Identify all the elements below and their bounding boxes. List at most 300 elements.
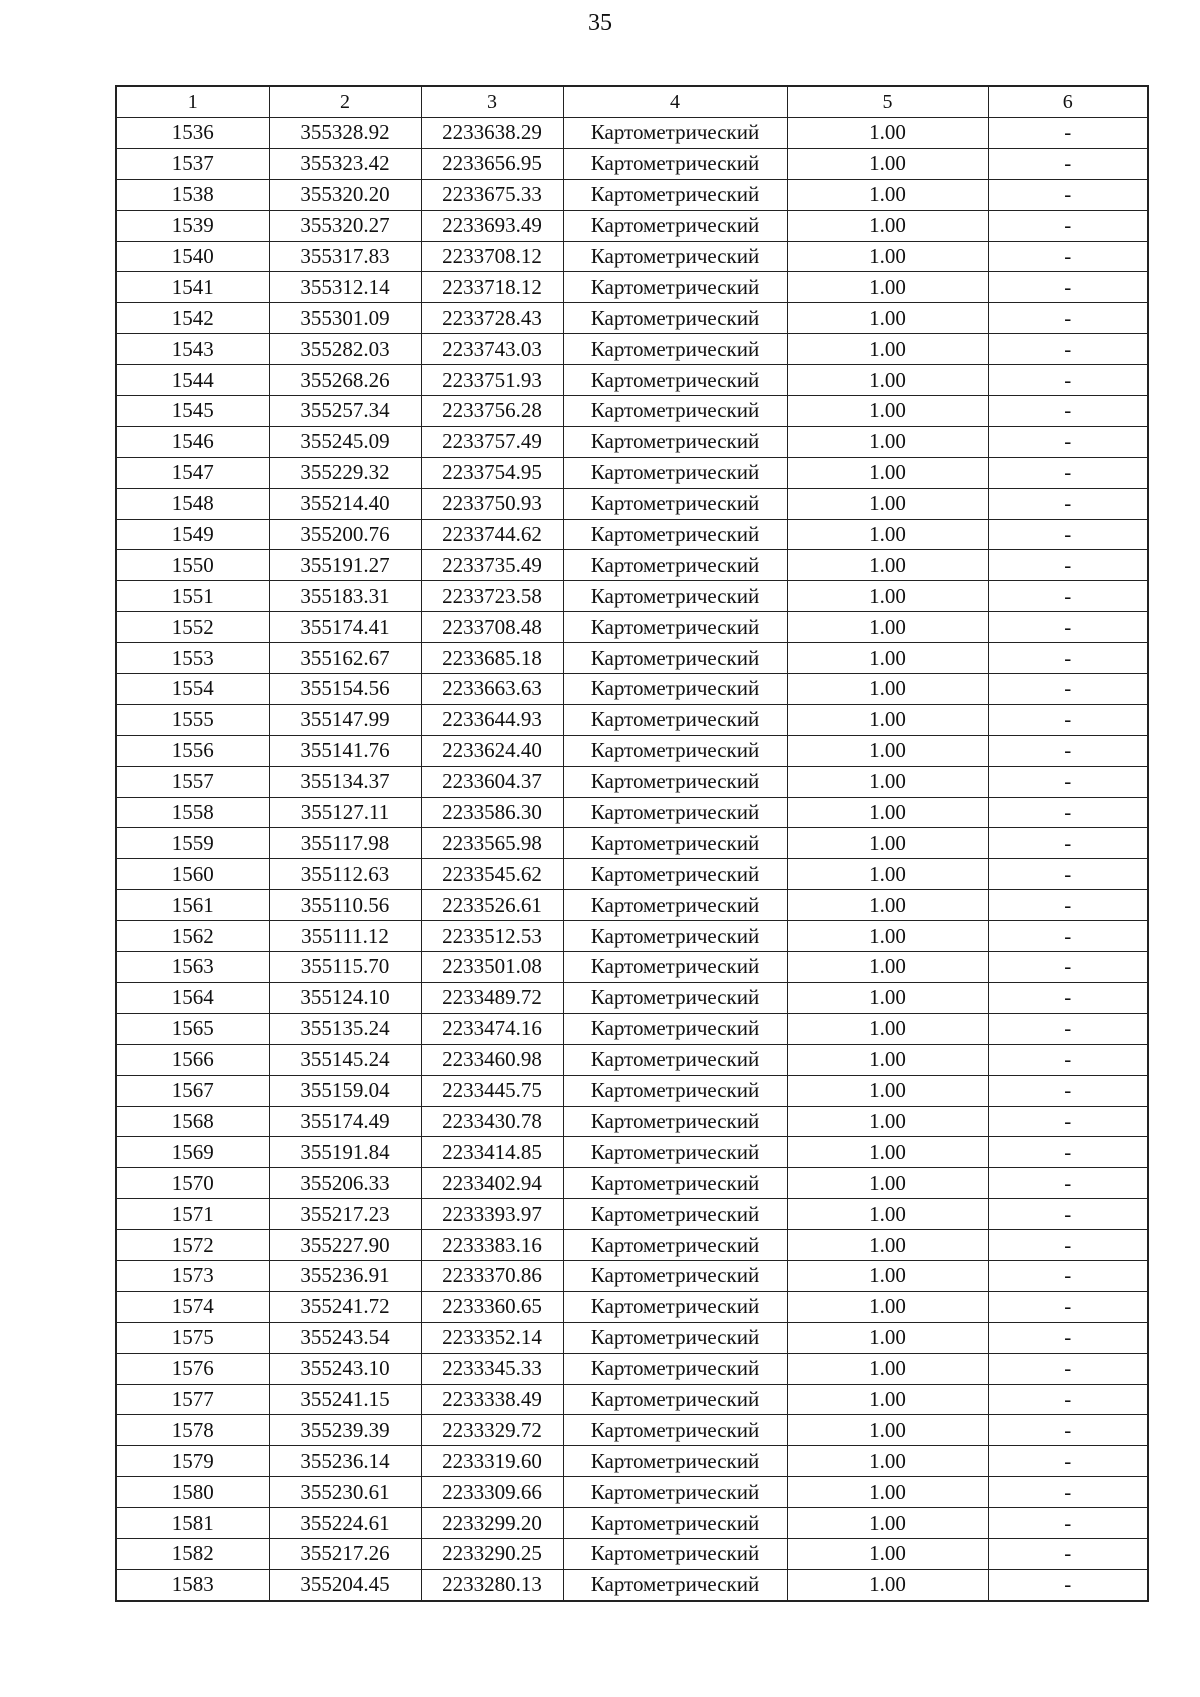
x-coordinate-cell: 355217.23 bbox=[269, 1199, 421, 1230]
note-cell: - bbox=[988, 1353, 1148, 1384]
table-header bbox=[116, 86, 1148, 118]
precision-cell: 1.00 bbox=[787, 396, 988, 427]
point-number-cell: 1575 bbox=[116, 1322, 269, 1353]
point-number-cell: 1569 bbox=[116, 1137, 269, 1168]
precision-cell: 1.00 bbox=[787, 1415, 988, 1446]
point-number-cell: 1545 bbox=[116, 396, 269, 427]
note-cell: - bbox=[988, 1075, 1148, 1106]
point-number-cell: 1581 bbox=[116, 1508, 269, 1539]
note-cell: - bbox=[988, 210, 1148, 241]
y-coordinate-cell: 2233489.72 bbox=[421, 982, 563, 1013]
method-cell: Картометрический bbox=[563, 1446, 787, 1477]
precision-cell: 1.00 bbox=[787, 334, 988, 365]
table-row bbox=[116, 148, 1148, 179]
x-coordinate-cell: 355145.24 bbox=[269, 1044, 421, 1075]
method-cell: Картометрический bbox=[563, 1260, 787, 1291]
note-cell: - bbox=[988, 1477, 1148, 1508]
table-row bbox=[116, 612, 1148, 643]
y-coordinate-cell: 2233345.33 bbox=[421, 1353, 563, 1384]
note-cell: - bbox=[988, 1013, 1148, 1044]
x-coordinate-cell: 355111.12 bbox=[269, 921, 421, 952]
precision-cell: 1.00 bbox=[787, 426, 988, 457]
y-coordinate-cell: 2233735.49 bbox=[421, 550, 563, 581]
point-number-cell: 1552 bbox=[116, 612, 269, 643]
x-coordinate-cell: 355141.76 bbox=[269, 735, 421, 766]
point-number-cell: 1580 bbox=[116, 1477, 269, 1508]
y-coordinate-cell: 2233352.14 bbox=[421, 1322, 563, 1353]
method-cell: Картометрический bbox=[563, 1075, 787, 1106]
note-cell: - bbox=[988, 1168, 1148, 1199]
y-coordinate-cell: 2233338.49 bbox=[421, 1384, 563, 1415]
note-cell: - bbox=[988, 1322, 1148, 1353]
y-coordinate-cell: 2233624.40 bbox=[421, 735, 563, 766]
precision-cell: 1.00 bbox=[787, 272, 988, 303]
y-coordinate-cell: 2233460.98 bbox=[421, 1044, 563, 1075]
column-header-2: 2 bbox=[269, 86, 421, 118]
precision-cell: 1.00 bbox=[787, 1260, 988, 1291]
note-cell: - bbox=[988, 396, 1148, 427]
y-coordinate-cell: 2233329.72 bbox=[421, 1415, 563, 1446]
x-coordinate-cell: 355320.20 bbox=[269, 179, 421, 210]
y-coordinate-cell: 2233383.16 bbox=[421, 1230, 563, 1261]
x-coordinate-cell: 355217.26 bbox=[269, 1538, 421, 1569]
precision-cell: 1.00 bbox=[787, 921, 988, 952]
precision-cell: 1.00 bbox=[787, 303, 988, 334]
y-coordinate-cell: 2233693.49 bbox=[421, 210, 563, 241]
point-number-cell: 1559 bbox=[116, 828, 269, 859]
y-coordinate-cell: 2233757.49 bbox=[421, 426, 563, 457]
method-cell: Картометрический bbox=[563, 1137, 787, 1168]
precision-cell: 1.00 bbox=[787, 1291, 988, 1322]
method-cell: Картометрический bbox=[563, 1538, 787, 1569]
point-number-cell: 1542 bbox=[116, 303, 269, 334]
x-coordinate-cell: 355214.40 bbox=[269, 488, 421, 519]
method-cell: Картометрический bbox=[563, 550, 787, 581]
y-coordinate-cell: 2233474.16 bbox=[421, 1013, 563, 1044]
method-cell: Картометрический bbox=[563, 704, 787, 735]
table-row bbox=[116, 303, 1148, 334]
y-coordinate-cell: 2233402.94 bbox=[421, 1168, 563, 1199]
method-cell: Картометрический bbox=[563, 674, 787, 705]
table-row bbox=[116, 241, 1148, 272]
y-coordinate-cell: 2233685.18 bbox=[421, 643, 563, 674]
point-number-cell: 1538 bbox=[116, 179, 269, 210]
point-number-cell: 1576 bbox=[116, 1353, 269, 1384]
point-number-cell: 1550 bbox=[116, 550, 269, 581]
note-cell: - bbox=[988, 674, 1148, 705]
table-row bbox=[116, 1013, 1148, 1044]
table-row bbox=[116, 581, 1148, 612]
precision-cell: 1.00 bbox=[787, 1137, 988, 1168]
point-number-cell: 1557 bbox=[116, 766, 269, 797]
x-coordinate-cell: 355245.09 bbox=[269, 426, 421, 457]
point-number-cell: 1561 bbox=[116, 890, 269, 921]
y-coordinate-cell: 2233756.28 bbox=[421, 396, 563, 427]
table-row bbox=[116, 118, 1148, 149]
y-coordinate-cell: 2233445.75 bbox=[421, 1075, 563, 1106]
page-number: 35 bbox=[588, 10, 612, 36]
column-header-6: 6 bbox=[988, 86, 1148, 118]
column-header-4: 4 bbox=[563, 86, 787, 118]
table-row bbox=[116, 674, 1148, 705]
method-cell: Картометрический bbox=[563, 179, 787, 210]
note-cell: - bbox=[988, 1384, 1148, 1415]
precision-cell: 1.00 bbox=[787, 148, 988, 179]
x-coordinate-cell: 355183.31 bbox=[269, 581, 421, 612]
table-row bbox=[116, 982, 1148, 1013]
table-row bbox=[116, 921, 1148, 952]
table-row bbox=[116, 643, 1148, 674]
precision-cell: 1.00 bbox=[787, 1230, 988, 1261]
precision-cell: 1.00 bbox=[787, 735, 988, 766]
y-coordinate-cell: 2233718.12 bbox=[421, 272, 563, 303]
point-number-cell: 1567 bbox=[116, 1075, 269, 1106]
note-cell: - bbox=[988, 612, 1148, 643]
point-number-cell: 1541 bbox=[116, 272, 269, 303]
point-number-cell: 1548 bbox=[116, 488, 269, 519]
point-number-cell: 1579 bbox=[116, 1446, 269, 1477]
x-coordinate-cell: 355229.32 bbox=[269, 457, 421, 488]
point-number-cell: 1572 bbox=[116, 1230, 269, 1261]
method-cell: Картометрический bbox=[563, 1415, 787, 1446]
point-number-cell: 1540 bbox=[116, 241, 269, 272]
table-row bbox=[116, 1569, 1148, 1600]
table-row bbox=[116, 1446, 1148, 1477]
method-cell: Картометрический bbox=[563, 457, 787, 488]
note-cell: - bbox=[988, 241, 1148, 272]
y-coordinate-cell: 2233309.66 bbox=[421, 1477, 563, 1508]
note-cell: - bbox=[988, 1291, 1148, 1322]
note-cell: - bbox=[988, 921, 1148, 952]
x-coordinate-cell: 355174.49 bbox=[269, 1106, 421, 1137]
table-row bbox=[116, 1168, 1148, 1199]
table-row bbox=[116, 1477, 1148, 1508]
point-number-cell: 1563 bbox=[116, 952, 269, 983]
precision-cell: 1.00 bbox=[787, 1569, 988, 1600]
method-cell: Картометрический bbox=[563, 766, 787, 797]
precision-cell: 1.00 bbox=[787, 118, 988, 149]
method-cell: Картометрический bbox=[563, 118, 787, 149]
y-coordinate-cell: 2233638.29 bbox=[421, 118, 563, 149]
note-cell: - bbox=[988, 1569, 1148, 1600]
method-cell: Картометрический bbox=[563, 303, 787, 334]
y-coordinate-cell: 2233290.25 bbox=[421, 1538, 563, 1569]
precision-cell: 1.00 bbox=[787, 1322, 988, 1353]
x-coordinate-cell: 355268.26 bbox=[269, 365, 421, 396]
table-row bbox=[116, 179, 1148, 210]
column-header-5: 5 bbox=[787, 86, 988, 118]
table-row bbox=[116, 1538, 1148, 1569]
precision-cell: 1.00 bbox=[787, 890, 988, 921]
note-cell: - bbox=[988, 1199, 1148, 1230]
precision-cell: 1.00 bbox=[787, 457, 988, 488]
table-row bbox=[116, 550, 1148, 581]
point-number-cell: 1568 bbox=[116, 1106, 269, 1137]
note-cell: - bbox=[988, 1508, 1148, 1539]
note-cell: - bbox=[988, 179, 1148, 210]
method-cell: Картометрический bbox=[563, 1199, 787, 1230]
y-coordinate-cell: 2233512.53 bbox=[421, 921, 563, 952]
y-coordinate-cell: 2233751.93 bbox=[421, 365, 563, 396]
precision-cell: 1.00 bbox=[787, 674, 988, 705]
y-coordinate-cell: 2233565.98 bbox=[421, 828, 563, 859]
x-coordinate-cell: 355323.42 bbox=[269, 148, 421, 179]
y-coordinate-cell: 2233604.37 bbox=[421, 766, 563, 797]
x-coordinate-cell: 355112.63 bbox=[269, 859, 421, 890]
precision-cell: 1.00 bbox=[787, 1446, 988, 1477]
note-cell: - bbox=[988, 1260, 1148, 1291]
point-number-cell: 1551 bbox=[116, 581, 269, 612]
x-coordinate-cell: 355243.10 bbox=[269, 1353, 421, 1384]
y-coordinate-cell: 2233708.48 bbox=[421, 612, 563, 643]
method-cell: Картометрический bbox=[563, 1230, 787, 1261]
table-row bbox=[116, 1075, 1148, 1106]
note-cell: - bbox=[988, 1044, 1148, 1075]
method-cell: Картометрический bbox=[563, 1384, 787, 1415]
point-number-cell: 1578 bbox=[116, 1415, 269, 1446]
x-coordinate-cell: 355206.33 bbox=[269, 1168, 421, 1199]
precision-cell: 1.00 bbox=[787, 1168, 988, 1199]
precision-cell: 1.00 bbox=[787, 1199, 988, 1230]
note-cell: - bbox=[988, 118, 1148, 149]
note-cell: - bbox=[988, 1538, 1148, 1569]
method-cell: Картометрический bbox=[563, 1353, 787, 1384]
y-coordinate-cell: 2233663.63 bbox=[421, 674, 563, 705]
precision-cell: 1.00 bbox=[787, 1106, 988, 1137]
table-row bbox=[116, 1353, 1148, 1384]
precision-cell: 1.00 bbox=[787, 1353, 988, 1384]
y-coordinate-cell: 2233430.78 bbox=[421, 1106, 563, 1137]
y-coordinate-cell: 2233319.60 bbox=[421, 1446, 563, 1477]
precision-cell: 1.00 bbox=[787, 241, 988, 272]
x-coordinate-cell: 355134.37 bbox=[269, 766, 421, 797]
point-number-cell: 1546 bbox=[116, 426, 269, 457]
y-coordinate-cell: 2233656.95 bbox=[421, 148, 563, 179]
table-row bbox=[116, 890, 1148, 921]
precision-cell: 1.00 bbox=[787, 1384, 988, 1415]
method-cell: Картометрический bbox=[563, 1291, 787, 1322]
point-number-cell: 1583 bbox=[116, 1569, 269, 1600]
note-cell: - bbox=[988, 890, 1148, 921]
point-number-cell: 1556 bbox=[116, 735, 269, 766]
note-cell: - bbox=[988, 488, 1148, 519]
y-coordinate-cell: 2233754.95 bbox=[421, 457, 563, 488]
x-coordinate-cell: 355162.67 bbox=[269, 643, 421, 674]
y-coordinate-cell: 2233526.61 bbox=[421, 890, 563, 921]
x-coordinate-cell: 355224.61 bbox=[269, 1508, 421, 1539]
y-coordinate-cell: 2233644.93 bbox=[421, 704, 563, 735]
precision-cell: 1.00 bbox=[787, 550, 988, 581]
method-cell: Картометрический bbox=[563, 519, 787, 550]
table-row bbox=[116, 1260, 1148, 1291]
point-number-cell: 1574 bbox=[116, 1291, 269, 1322]
note-cell: - bbox=[988, 457, 1148, 488]
table-row bbox=[116, 426, 1148, 457]
method-cell: Картометрический bbox=[563, 921, 787, 952]
table-row bbox=[116, 1384, 1148, 1415]
table-row bbox=[116, 519, 1148, 550]
point-number-cell: 1573 bbox=[116, 1260, 269, 1291]
y-coordinate-cell: 2233280.13 bbox=[421, 1569, 563, 1600]
x-coordinate-cell: 355282.03 bbox=[269, 334, 421, 365]
method-cell: Картометрический bbox=[563, 334, 787, 365]
method-cell: Картометрический bbox=[563, 828, 787, 859]
precision-cell: 1.00 bbox=[787, 1477, 988, 1508]
x-coordinate-cell: 355174.41 bbox=[269, 612, 421, 643]
point-number-cell: 1564 bbox=[116, 982, 269, 1013]
x-coordinate-cell: 355257.34 bbox=[269, 396, 421, 427]
point-number-cell: 1544 bbox=[116, 365, 269, 396]
note-cell: - bbox=[988, 519, 1148, 550]
table-body bbox=[116, 118, 1148, 1601]
x-coordinate-cell: 355191.84 bbox=[269, 1137, 421, 1168]
column-header-3: 3 bbox=[421, 86, 563, 118]
table-row bbox=[116, 797, 1148, 828]
table-row bbox=[116, 272, 1148, 303]
point-number-cell: 1539 bbox=[116, 210, 269, 241]
precision-cell: 1.00 bbox=[787, 488, 988, 519]
x-coordinate-cell: 355135.24 bbox=[269, 1013, 421, 1044]
note-cell: - bbox=[988, 704, 1148, 735]
point-number-cell: 1547 bbox=[116, 457, 269, 488]
note-cell: - bbox=[988, 766, 1148, 797]
precision-cell: 1.00 bbox=[787, 1508, 988, 1539]
table-row bbox=[116, 210, 1148, 241]
note-cell: - bbox=[988, 303, 1148, 334]
point-number-cell: 1565 bbox=[116, 1013, 269, 1044]
method-cell: Картометрический bbox=[563, 581, 787, 612]
precision-cell: 1.00 bbox=[787, 797, 988, 828]
y-coordinate-cell: 2233299.20 bbox=[421, 1508, 563, 1539]
method-cell: Картометрический bbox=[563, 612, 787, 643]
method-cell: Картометрический bbox=[563, 890, 787, 921]
method-cell: Картометрический bbox=[563, 1477, 787, 1508]
note-cell: - bbox=[988, 1137, 1148, 1168]
y-coordinate-cell: 2233743.03 bbox=[421, 334, 563, 365]
method-cell: Картометрический bbox=[563, 859, 787, 890]
x-coordinate-cell: 355154.56 bbox=[269, 674, 421, 705]
table-row bbox=[116, 1508, 1148, 1539]
precision-cell: 1.00 bbox=[787, 1075, 988, 1106]
method-cell: Картометрический bbox=[563, 797, 787, 828]
table-row bbox=[116, 859, 1148, 890]
x-coordinate-cell: 355191.27 bbox=[269, 550, 421, 581]
precision-cell: 1.00 bbox=[787, 859, 988, 890]
point-number-cell: 1562 bbox=[116, 921, 269, 952]
note-cell: - bbox=[988, 1106, 1148, 1137]
note-cell: - bbox=[988, 982, 1148, 1013]
y-coordinate-cell: 2233675.33 bbox=[421, 179, 563, 210]
precision-cell: 1.00 bbox=[787, 519, 988, 550]
method-cell: Картометрический bbox=[563, 1508, 787, 1539]
y-coordinate-cell: 2233545.62 bbox=[421, 859, 563, 890]
precision-cell: 1.00 bbox=[787, 1013, 988, 1044]
note-cell: - bbox=[988, 1415, 1148, 1446]
point-number-cell: 1566 bbox=[116, 1044, 269, 1075]
method-cell: Картометрический bbox=[563, 643, 787, 674]
precision-cell: 1.00 bbox=[787, 704, 988, 735]
point-number-cell: 1571 bbox=[116, 1199, 269, 1230]
x-coordinate-cell: 355236.14 bbox=[269, 1446, 421, 1477]
precision-cell: 1.00 bbox=[787, 581, 988, 612]
note-cell: - bbox=[988, 550, 1148, 581]
note-cell: - bbox=[988, 426, 1148, 457]
point-number-cell: 1553 bbox=[116, 643, 269, 674]
method-cell: Картометрический bbox=[563, 1044, 787, 1075]
note-cell: - bbox=[988, 643, 1148, 674]
note-cell: - bbox=[988, 272, 1148, 303]
method-cell: Картометрический bbox=[563, 1106, 787, 1137]
table-row bbox=[116, 1415, 1148, 1446]
x-coordinate-cell: 355147.99 bbox=[269, 704, 421, 735]
y-coordinate-cell: 2233370.86 bbox=[421, 1260, 563, 1291]
table-row bbox=[116, 457, 1148, 488]
precision-cell: 1.00 bbox=[787, 179, 988, 210]
point-number-cell: 1582 bbox=[116, 1538, 269, 1569]
note-cell: - bbox=[988, 334, 1148, 365]
method-cell: Картометрический bbox=[563, 396, 787, 427]
note-cell: - bbox=[988, 365, 1148, 396]
table-row bbox=[116, 952, 1148, 983]
x-coordinate-cell: 355124.10 bbox=[269, 982, 421, 1013]
method-cell: Картометрический bbox=[563, 488, 787, 519]
point-number-cell: 1554 bbox=[116, 674, 269, 705]
method-cell: Картометрический bbox=[563, 148, 787, 179]
method-cell: Картометрический bbox=[563, 365, 787, 396]
method-cell: Картометрический bbox=[563, 952, 787, 983]
table-row bbox=[116, 1322, 1148, 1353]
x-coordinate-cell: 355301.09 bbox=[269, 303, 421, 334]
method-cell: Картометрический bbox=[563, 982, 787, 1013]
x-coordinate-cell: 355328.92 bbox=[269, 118, 421, 149]
table-row bbox=[116, 334, 1148, 365]
table-row bbox=[116, 396, 1148, 427]
precision-cell: 1.00 bbox=[787, 1044, 988, 1075]
method-cell: Картометрический bbox=[563, 1168, 787, 1199]
point-number-cell: 1577 bbox=[116, 1384, 269, 1415]
x-coordinate-cell: 355127.11 bbox=[269, 797, 421, 828]
method-cell: Картометрический bbox=[563, 241, 787, 272]
table-row bbox=[116, 365, 1148, 396]
table-row bbox=[116, 1199, 1148, 1230]
note-cell: - bbox=[988, 148, 1148, 179]
x-coordinate-cell: 355312.14 bbox=[269, 272, 421, 303]
table-row bbox=[116, 704, 1148, 735]
y-coordinate-cell: 2233360.65 bbox=[421, 1291, 563, 1322]
x-coordinate-cell: 355317.83 bbox=[269, 241, 421, 272]
method-cell: Картометрический bbox=[563, 735, 787, 766]
point-number-cell: 1560 bbox=[116, 859, 269, 890]
x-coordinate-cell: 355117.98 bbox=[269, 828, 421, 859]
note-cell: - bbox=[988, 1230, 1148, 1261]
point-number-cell: 1555 bbox=[116, 704, 269, 735]
y-coordinate-cell: 2233414.85 bbox=[421, 1137, 563, 1168]
y-coordinate-cell: 2233750.93 bbox=[421, 488, 563, 519]
note-cell: - bbox=[988, 828, 1148, 859]
method-cell: Картометрический bbox=[563, 1569, 787, 1600]
method-cell: Картометрический bbox=[563, 426, 787, 457]
point-number-cell: 1537 bbox=[116, 148, 269, 179]
x-coordinate-cell: 355241.15 bbox=[269, 1384, 421, 1415]
method-cell: Картометрический bbox=[563, 1013, 787, 1044]
note-cell: - bbox=[988, 581, 1148, 612]
precision-cell: 1.00 bbox=[787, 982, 988, 1013]
header-row bbox=[116, 86, 1148, 118]
precision-cell: 1.00 bbox=[787, 210, 988, 241]
precision-cell: 1.00 bbox=[787, 766, 988, 797]
x-coordinate-cell: 355241.72 bbox=[269, 1291, 421, 1322]
precision-cell: 1.00 bbox=[787, 612, 988, 643]
